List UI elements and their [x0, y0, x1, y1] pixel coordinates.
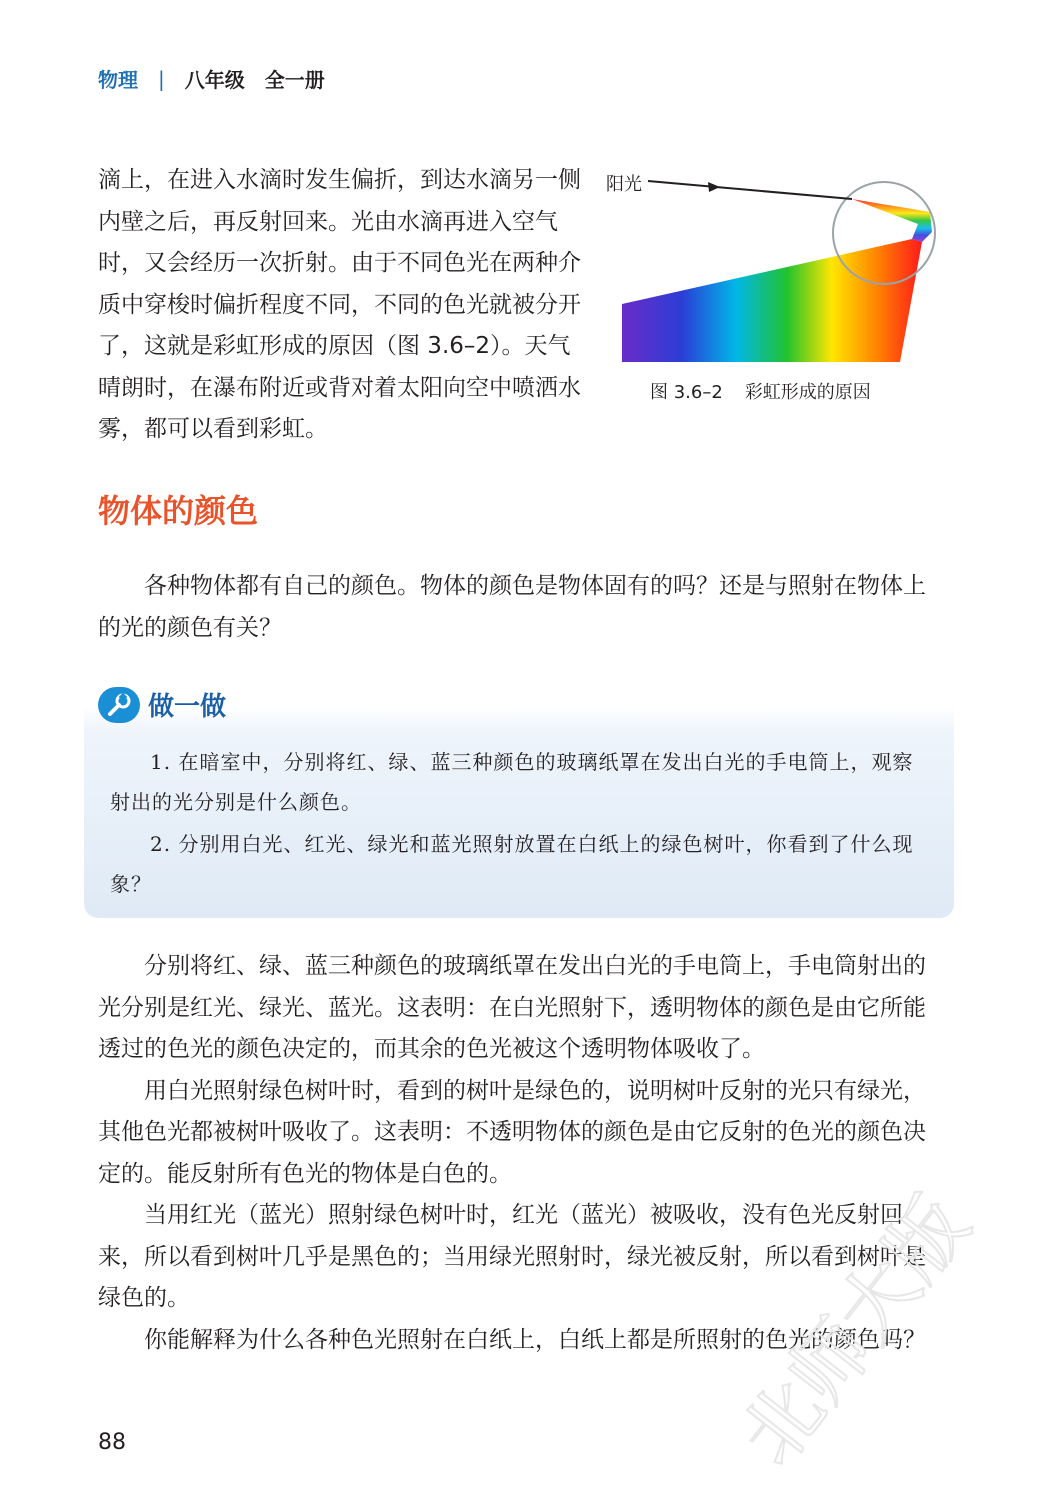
- header-separator: |: [158, 66, 165, 91]
- figure-caption: [650, 378, 871, 404]
- activity-item-1: 1. 在暗室中，分别将红、绿、蓝三种颜色的玻璃纸罩在发出白光的手电筒上，观察射出的光分别是什么颜色。: [110, 750, 914, 814]
- intro-paragraph: 滴上，在进入水滴时发生偏折，到达水滴另一侧内壁之后，再反射回来。光由水滴再进入空气时，又会经历一次折射。由于不同色光在两种介质中穿梭时偏折程度不同，不同的色光就被分开了，这就是彩虹形成的原因（图 3.6–2）。天气晴朗时，在瀑布附近或背对着太阳向空中喷洒水雾，都可以看到彩虹。: [98, 167, 581, 442]
- section-title: 物体的颜色: [98, 492, 259, 530]
- rainbow-figure: [600, 162, 950, 407]
- activity-title: 做一做: [148, 692, 227, 722]
- publisher-watermark: [720, 1170, 1050, 1500]
- body-paragraph-1: 分别将红、绿、蓝三种颜色的玻璃纸罩在发出白光的手电筒上，手电筒射出的光分别是红光、绿光、蓝光。这表明：在白光照射下，透明物体的颜色是由它所能透过的色光的颜色决定的，而其余的色光被这个透明物体吸收了。: [98, 953, 926, 1062]
- running-header: [98, 64, 325, 93]
- watermark-text: 北师大版: [724, 1180, 988, 1482]
- activity-item-2: 2. 分别用白光、红光、绿光和蓝光照射放置在白纸上的绿色树叶，你看到了什么现象？: [110, 832, 914, 896]
- header-subject: 物理: [98, 68, 138, 92]
- rainbow-diagram: [600, 162, 950, 367]
- header-grade: 八年级: [184, 68, 245, 92]
- wrench-icon: [98, 687, 140, 723]
- activity-heading: [98, 686, 226, 723]
- figure-caption-text: 彩虹形成的原因: [744, 382, 871, 403]
- body-paragraph-2: 用白光照射绿色树叶时，看到的树叶是绿色的，说明树叶反射的光只有绿光，其他色光都被树叶吸收了。这表明：不透明物体的颜色是由它反射的色光的颜色决定的。能反射所有色光的物体是白色的。: [98, 1077, 926, 1187]
- section-intro: 各种物体都有自己的颜色。物体的颜色是物体固有的吗？还是与照射在物体上的光的颜色有关？: [98, 573, 926, 641]
- figure-caption-number: 图 3.6–2: [650, 382, 723, 403]
- sunlight-label: 阳光: [606, 174, 642, 195]
- body-paragraph-3: 当用红光（蓝光）照射绿色树叶时，红光（蓝光）被吸收，没有色光反射回来，所以看到树叶几乎是黑色的；当用绿光照射时，绿光被反射，所以看到树叶是绿色的。: [98, 1202, 926, 1311]
- body-paragraph-4: 你能解释为什么各种色光照射在白纸上，白纸上都是所照射的色光的颜色吗？: [144, 1326, 926, 1353]
- header-volume: 全一册: [264, 68, 325, 92]
- page-number: 88: [98, 1430, 126, 1455]
